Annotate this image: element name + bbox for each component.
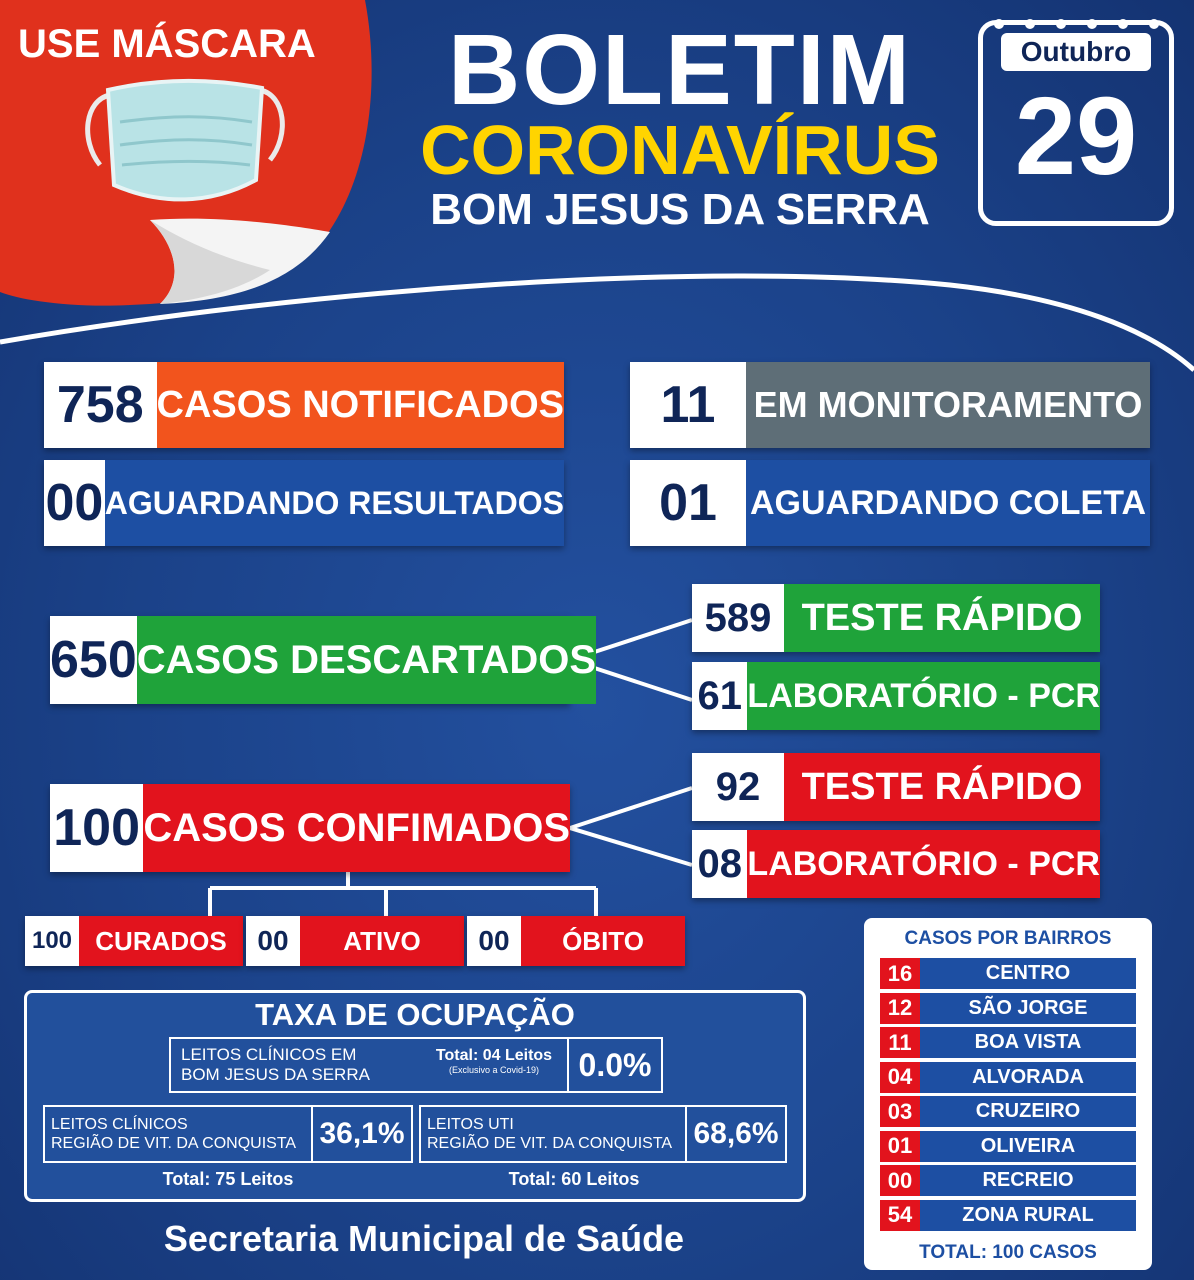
stat-value: 758 — [44, 362, 157, 448]
occupancy-regional-clinical-rate: 36,1% — [311, 1107, 411, 1161]
occupancy-local-rate: 0.0% — [567, 1039, 661, 1091]
stat-label: ATIVO — [300, 916, 464, 966]
mask-banner-text: USE MÁSCARA — [18, 22, 316, 66]
bulletin-title: BOLETIM — [448, 14, 912, 126]
occupancy-local-total — [421, 1039, 567, 1091]
discarded-rapid-test — [692, 584, 1100, 652]
label-line-1: LEITOS CLÍNICOS EM — [181, 1045, 357, 1064]
neighborhoods-list — [880, 958, 1136, 1234]
label-line-1: LEITOS UTI — [427, 1116, 514, 1133]
label-line-1: LEITOS CLÍNICOS — [51, 1116, 188, 1133]
stat-value: 01 — [630, 460, 746, 546]
stat-value: 00 — [246, 916, 300, 966]
label-line-2: BOM JESUS DA SERRA — [181, 1065, 370, 1084]
stat-value: 11 — [630, 362, 746, 448]
stat-label: LABORATÓRIO - PCR — [747, 662, 1100, 730]
neighborhood-row — [880, 958, 1136, 989]
calendar-day: 29 — [1014, 75, 1138, 198]
neighborhood-name: CRUZEIRO — [975, 1100, 1081, 1122]
discarded-pcr — [692, 662, 1100, 730]
neighborhood-row — [880, 1096, 1136, 1127]
stat-label: AGUARDANDO COLETA — [746, 460, 1150, 546]
neighborhood-name: ZONA RURAL — [962, 1203, 1094, 1226]
neighborhood-row — [880, 1131, 1136, 1162]
neighborhood-name: SÃO JORGE — [968, 996, 1088, 1019]
occupancy-regional-clinical — [43, 1105, 413, 1163]
stat-label: CASOS DESCARTADOS — [137, 616, 596, 704]
neighborhood-row — [880, 1200, 1136, 1231]
neighborhoods-title: CASOS POR BAIRROS — [904, 928, 1112, 949]
neighborhood-count: 00 — [880, 1165, 920, 1196]
occupancy-regional-icu-rate: 68,6% — [685, 1107, 785, 1161]
neighborhood-name: RECREIO — [982, 1169, 1074, 1191]
neighborhoods-panel — [864, 918, 1152, 1270]
neighborhood-name: CENTRO — [985, 962, 1071, 984]
neighborhoods-total: TOTAL: 100 CASOS — [919, 1242, 1097, 1263]
confirmed-rapid-test — [692, 753, 1100, 821]
occupancy-local — [169, 1037, 663, 1093]
neighborhood-row — [880, 1027, 1136, 1058]
outcome-recovered — [25, 916, 243, 966]
occupancy-regional-icu — [419, 1105, 787, 1163]
stat-value: 589 — [692, 584, 784, 652]
stat-label: CASOS NOTIFICADOS — [157, 362, 564, 448]
stat-label: CURADOS — [79, 916, 243, 966]
confirmed-pcr — [692, 830, 1100, 898]
neighborhood-count: 54 — [880, 1200, 920, 1231]
stat-value: 00 — [44, 460, 105, 546]
stat-value: 61 — [692, 662, 747, 730]
occupancy-regional-clinical-label — [45, 1107, 311, 1161]
stat-label: LABORATÓRIO - PCR — [747, 830, 1100, 898]
stat-confirmed — [50, 784, 570, 872]
footer-secretaria: Secretaria Municipal de Saúde — [163, 1218, 685, 1259]
stat-value: 650 — [50, 616, 137, 704]
stat-label: AGUARDANDO RESULTADOS — [105, 460, 564, 546]
stat-label: TESTE RÁPIDO — [784, 584, 1100, 652]
label-line-2: REGIÃO DE VIT. DA CONQUISTA — [51, 1135, 297, 1152]
occupancy-local-label — [171, 1039, 421, 1091]
neighborhood-count: 03 — [880, 1096, 920, 1127]
stat-label: CASOS CONFIMADOS — [143, 784, 570, 872]
neighborhood-name: BOA VISTA — [974, 1031, 1082, 1053]
stat-value: 100 — [50, 784, 143, 872]
stat-label: ÓBITO — [521, 916, 685, 966]
calendar-month: Outubro — [1001, 33, 1151, 71]
neighborhood-row — [880, 993, 1136, 1024]
neighborhood-name: OLIVEIRA — [980, 1134, 1076, 1157]
stat-value: 08 — [692, 830, 747, 898]
neighborhood-count: 16 — [880, 958, 920, 989]
stat-value: 92 — [692, 753, 784, 821]
neighborhood-row — [880, 1165, 1136, 1196]
total-beds-note: (Exclusivo a Covid-19) — [448, 1065, 540, 1075]
total-beds: Total: 04 Leitos — [435, 1047, 553, 1064]
stat-discarded — [50, 616, 597, 704]
outcome-deaths — [467, 916, 685, 966]
neighborhood-name: ALVORADA — [972, 1065, 1084, 1088]
neighborhood-count: 11 — [880, 1027, 920, 1058]
neighborhood-row — [880, 1062, 1136, 1093]
label-line-2: REGIÃO DE VIT. DA CONQUISTA — [427, 1135, 673, 1152]
bulletin-subtitle: CORONAVÍRUS — [420, 111, 940, 189]
neighborhood-count: 12 — [880, 993, 920, 1024]
stat-label: TESTE RÁPIDO — [784, 753, 1100, 821]
stat-value: 00 — [467, 916, 521, 966]
occupancy-regional-icu-label — [421, 1107, 685, 1161]
outcome-active — [246, 916, 464, 966]
stat-label: EM MONITORAMENTO — [746, 362, 1150, 448]
neighborhood-count: 04 — [880, 1062, 920, 1093]
occupancy-regional-clinical-total: Total: 75 Leitos — [162, 1169, 294, 1189]
occupancy-regional-icu-total: Total: 60 Leitos — [508, 1169, 640, 1189]
city-name: BOM JESUS DA SERRA — [430, 185, 930, 234]
neighborhood-count: 01 — [880, 1131, 920, 1162]
stat-value: 100 — [25, 916, 79, 966]
occupancy-title: TAXA DE OCUPAÇÃO — [255, 997, 575, 1032]
occupancy-panel — [24, 990, 806, 1202]
